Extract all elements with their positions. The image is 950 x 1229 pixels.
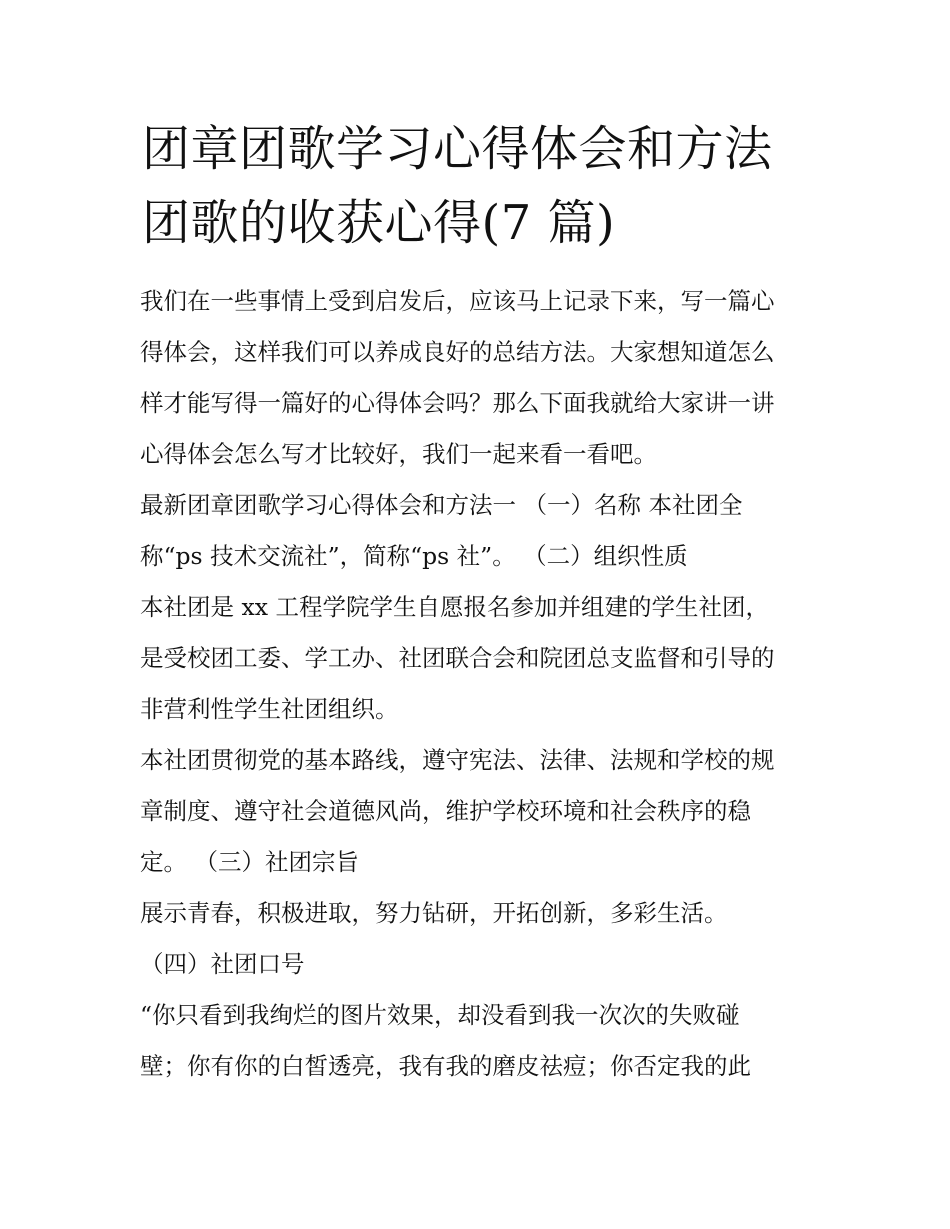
text-line: 定。 （三）社团宗旨	[140, 848, 359, 876]
text-line: 本社团贯彻党的基本路线，遵守宪法、法律、法规和学校的规	[140, 746, 775, 774]
text-line: 壁；你有你的白皙透亮，我有我的磨皮祛痘；你否定我的此	[140, 1052, 751, 1080]
text-line: 本社团是 xx 工程学院学生自愿报名参加并组建的学生社团，	[140, 593, 769, 621]
text-line: “你只看到我绚烂的图片效果，却没看到我一次次的失败碰	[140, 1001, 740, 1029]
text-line: 称“ps 技术交流社”，简称“ps 社”。 （二）组织性质	[140, 542, 688, 570]
text-line: 非营利性学生社团组织。	[140, 695, 399, 723]
title-line-1: 团章团歌学习心得体会和方法	[142, 121, 773, 177]
text-line: 章制度、遵守社会道德风尚，维护学校环境和社会秩序的稳	[140, 797, 751, 825]
title-line-2: 团歌的收获心得(7 篇)	[142, 195, 616, 251]
text-line: 最新团章团歌学习心得体会和方法一 （一）名称 本社团全	[140, 491, 743, 519]
text-line: 心得体会怎么写才比较好，我们一起来看一看吧。	[140, 440, 657, 468]
text-line: （四）社团口号	[140, 950, 305, 978]
document-title	[142, 112, 842, 260]
text-line: 得体会，这样我们可以养成良好的总结方法。大家想知道怎么	[140, 338, 775, 366]
text-line: 是受校团工委、学工办、社团联合会和院团总支监督和引导的	[140, 644, 775, 672]
document-body	[140, 276, 830, 1092]
text-line: 样才能写得一篇好的心得体会吗？那么下面我就给大家讲一讲	[140, 389, 775, 417]
text-line: 我们在一些事情上受到启发后，应该马上记录下来，写一篇心	[140, 287, 775, 315]
text-line: 展示青春，积极进取，努力钻研，开拓创新，多彩生活。	[140, 899, 728, 927]
